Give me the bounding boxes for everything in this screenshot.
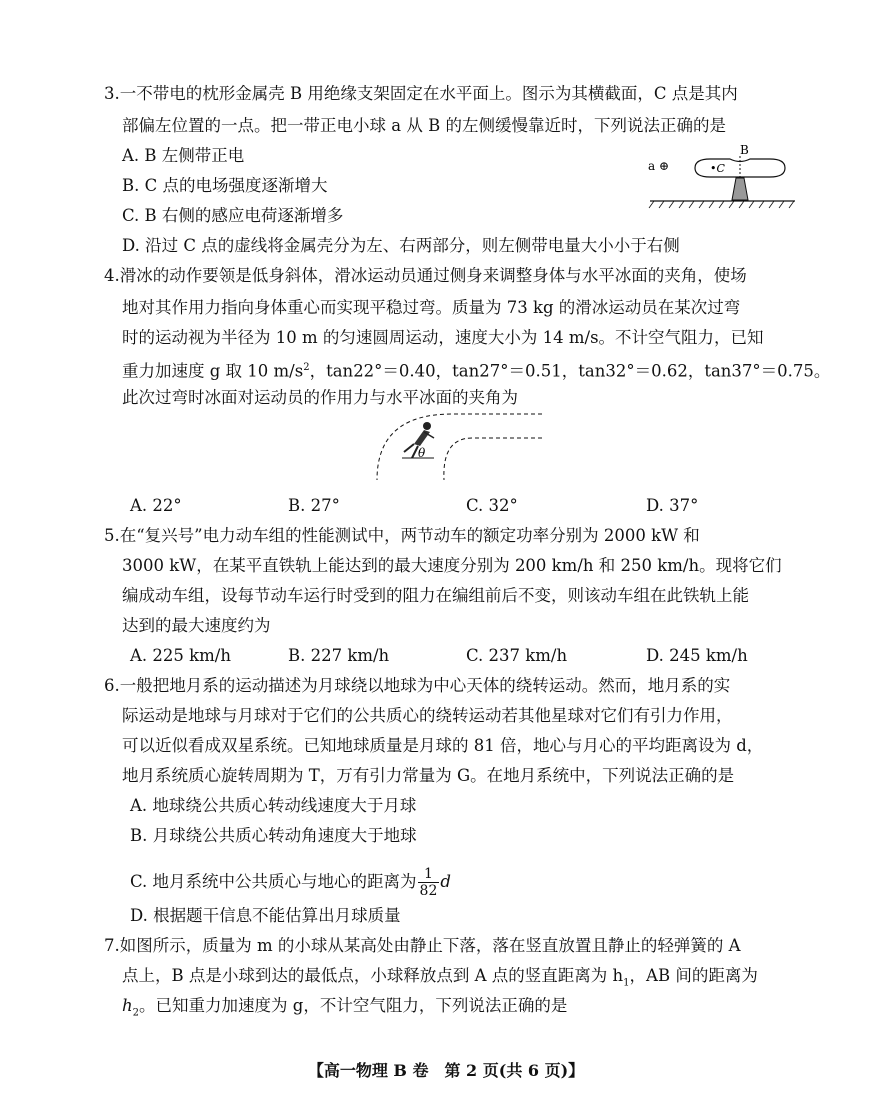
q3-stem-line2: 部偏左位置的一点。把一带正电小球 a 从 B 的左侧缓慢靠近时，下列说法正确的是: [122, 116, 726, 135]
q6-option-d: D. 根据题干信息不能估算出月球质量: [130, 906, 401, 925]
q6-fraction-denominator: 82: [419, 883, 438, 899]
q6-fraction: [418, 866, 440, 899]
q3-fig-label-c: •C: [710, 162, 725, 175]
q4-stem-line4-part1: 重力加速度 g 取 10 m/s: [122, 361, 304, 381]
q3-ground-hatch: [649, 201, 794, 208]
q6-option-c-text: C. 地月系统中公共质心与地心的距离为: [130, 872, 417, 891]
q7-stem-line2: [122, 966, 758, 993]
q3-fig-label-a: a ⊕: [648, 159, 670, 173]
q7-h2-variable: h: [122, 996, 133, 1015]
q5-option-c: C. 237 km/h: [466, 646, 568, 665]
q7-stem-line2-part2: ，AB 间的距离为: [629, 966, 758, 985]
q3-figure: [640, 140, 800, 215]
q4-option-d: D. 37°: [646, 496, 699, 515]
q6-option-c-variable: d: [440, 872, 451, 891]
q4-option-b: B. 27°: [288, 496, 340, 515]
q6-stem-line2: 际运动是地球与月球对于它们的公共质心的绕转运动若其他星球对它们有引力作用，: [122, 706, 733, 725]
q4-stem-line1: 4.滑冰的动作要领是低身斜体，滑冰运动员通过侧身来调整身体与水平冰面的夹角，使场: [104, 266, 747, 285]
q6-option-c: [130, 866, 451, 899]
q7-stem-line1: 7.如图所示，质量为 m 的小球从某高处由静止下落，落在竖直放置且静止的轻弹簧的 A: [104, 936, 741, 955]
q4-theta-label: θ: [418, 446, 426, 460]
q4-option-c: C. 32°: [466, 496, 518, 515]
q6-option-b: B. 月球绕公共质心转动角速度大于地球: [130, 826, 417, 845]
page-footer: 【高一物理 B 卷 第 2 页(共 6 页)】: [307, 1061, 585, 1080]
q3-option-d: D. 沿过 C 点的虚线将金属壳分为左、右两部分，则左侧带电量大小小于右侧: [122, 236, 680, 255]
q4-option-a: A. 22°: [130, 496, 182, 515]
q4-stem-line2: 地对其作用力指向身体重心而实现平稳过弯。质量为 73 kg 的滑冰运动员在某次过弯: [122, 298, 741, 317]
q5-option-d: D. 245 km/h: [646, 646, 748, 665]
q4-stem-line4-part2: ，tan22°＝0.40，tan27°＝0.51，tan32°＝0.62，tan37°＝0.75。: [309, 361, 831, 381]
q7-stem-line2-part1: 点上，B 点是小球到达的最低点，小球释放点到 A 点的竖直距离为 h: [122, 966, 624, 985]
q3-option-a: A. B 左侧带正电: [122, 146, 245, 165]
q4-stem-line4-exponent: 2: [303, 362, 310, 373]
q6-stem-line3: 可以近似看成双星系统。已知地球质量是月球的 81 倍，地心与月心的平均距离设为 d，: [122, 736, 764, 755]
q4-stem-line5: 此次过弯时冰面对运动员的作用力与水平冰面的夹角为: [122, 388, 518, 407]
q6-fraction-numerator: 1: [418, 866, 440, 883]
q7-stem-line3: [122, 996, 567, 1023]
q4-inner-track: [444, 438, 542, 480]
q4-stem-line4: [122, 358, 830, 382]
q3-option-c: C. B 右侧的感应电荷逐渐增多: [122, 206, 344, 225]
q5-stem-line3: 编成动车组，设每节动车运行时受到的阻力在编组前后不变，则该动车组在此铁轨上能: [122, 586, 749, 605]
q6-stem-line4: 地月系统质心旋转周期为 T，万有引力常量为 G。在地月系统中，下列说法正确的是: [122, 766, 735, 785]
q4-outer-track: [377, 414, 542, 480]
q5-option-b: B. 227 km/h: [288, 646, 390, 665]
q7-h2-subscript: 2: [132, 1007, 140, 1019]
q3-stem-line1: 3.一不带电的枕形金属壳 B 用绝缘支架固定在水平面上。图示为其横截面，C 点是其内: [104, 84, 738, 103]
q6-stem-line1: 6.一般把地月系的运动描述为月球绕以地球为中心天体的绕转运动。然而，地月系的实: [104, 676, 731, 695]
q4-stem-line3: 时的运动视为半径为 10 m 的匀速圆周运动，速度大小为 14 m/s。不计空气阻力，已知: [122, 328, 764, 347]
q4-figure: [372, 410, 552, 485]
q6-option-a: A. 地球绕公共质心转动线速度大于月球: [130, 796, 417, 815]
q3-insulating-stand: [732, 178, 748, 200]
q3-fig-label-b: B: [740, 143, 749, 157]
q7-h1-subscript: 1: [623, 977, 630, 989]
q5-stem-line1: 5.在“复兴号”电力动车组的性能测试中，两节动车的额定功率分别为 2000 kW 和: [104, 526, 700, 545]
q7-stem-line3-part2: 。已知重力加速度为 g，不计空气阻力，下列说法正确的是: [139, 996, 568, 1015]
q5-option-a: A. 225 km/h: [130, 646, 231, 665]
q3-option-b: B. C 点的电场强度逐渐增大: [122, 176, 328, 195]
q5-stem-line4: 达到的最大速度约为: [122, 616, 271, 635]
q5-stem-line2: 3000 kW，在某平直铁轨上能达到的最大速度分别为 200 km/h 和 250 km/h。现将它们: [122, 556, 782, 575]
